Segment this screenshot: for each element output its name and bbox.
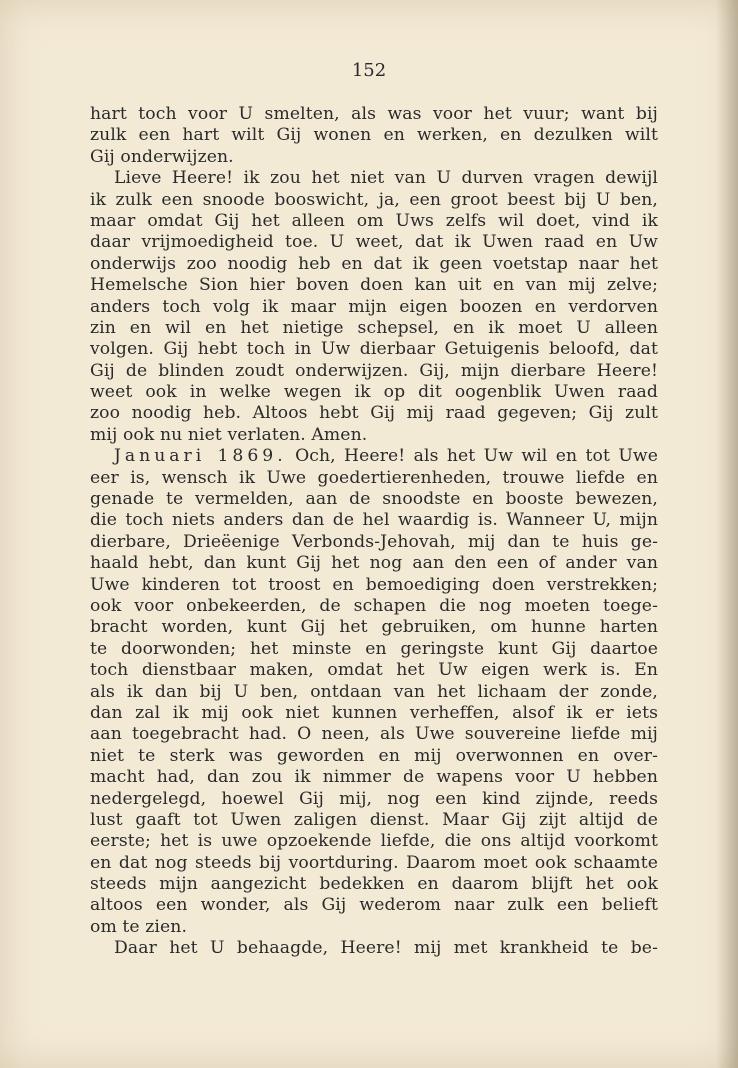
text-line: maar omdat Gij het alleen om Uws zelfs wil doet, vind ik — [90, 210, 658, 231]
text-line: toch dienstbaar maken, omdat het Uw eigen werk is. En — [90, 660, 658, 681]
text-line: zulk een hart wilt Gij wonen en werken, en dezulken wilt — [90, 125, 658, 146]
text-line: genade te vermelden, aan de snoodste en booste bewezen, — [90, 489, 658, 510]
text-line: Daar het U behaagde, Heere! mij met krankheid te be- — [114, 938, 658, 959]
text-line: niet te sterk was geworden en mij overwonnen en over- — [90, 745, 658, 766]
text-line: om te zien. — [90, 916, 188, 937]
text-line: bracht worden, kunt Gij het gebruiken, om hunne harten — [90, 617, 658, 638]
text-line: die toch niets anders dan de hel waardig is. Wanneer U, mijn — [90, 510, 658, 531]
text-line: macht had, dan zou ik nimmer de wapens voor U hebben — [90, 767, 658, 788]
body-text — [90, 104, 658, 960]
text-line: en dat nog steeds bij voortduring. Daarom moet ook schaamte — [90, 852, 658, 873]
text-line: Lieve Heere! ik zou het niet van U durven vragen dewijl — [114, 168, 658, 189]
text-line: Hemelsche Sion hier boven doen kan uit en van mij zelve; — [90, 275, 658, 296]
text-line: volgen. Gij hebt toch in Uw dierbaar Getuigenis beloofd, dat — [90, 339, 658, 360]
text-line: te doorwonden; het minste en geringste kunt Gij daartoe — [90, 638, 658, 659]
text-line: lust gaaft tot Uwen zaligen dienst. Maar Gij zijt altijd de — [90, 809, 658, 830]
text-line-rest: Och, Heere! als het Uw wil en tot Uwe — [295, 446, 659, 467]
text-line: weet ook in welke wegen ik op dit oogenblik Uwen raad — [90, 382, 658, 403]
text-line: hart toch voor U smelten, als was voor het vuur; want bij — [90, 104, 658, 124]
text-line: eerste; het is uwe opzoekende liefde, die ons altijd voorkomt — [90, 831, 658, 852]
text-line: eer is, wensch ik Uwe goedertierenheden, trouwe liefde en — [90, 467, 658, 488]
text-line: ook voor onbekeerden, de schapen die nog moeten toege- — [90, 595, 658, 616]
text-line: dierbare, Drieëenige Verbonds-Jehovah, mij dan te huis ge- — [90, 531, 658, 552]
text-line: daar vrijmoedigheid toe. U weet, dat ik Uwen raad en Uw — [90, 232, 658, 253]
text-line: ik zulk een snoode booswicht, ja, een groot beest bij U ben, — [90, 189, 658, 210]
text-line: onderwijs zoo noodig heb en dat ik geen voetstap naar het — [90, 253, 658, 274]
text-line: dan zal ik mij ook niet kunnen verheffen, alsof ik er iets — [90, 702, 658, 723]
text-line: steeds mijn aangezicht bedekken en daarom blijft het ook — [90, 874, 658, 895]
page-number: 152 — [351, 60, 387, 81]
text-line: haald hebt, dan kunt Gij het nog aan den een of ander van — [90, 553, 658, 574]
text-line: anders toch volg ik maar mijn eigen boozen en verdorven — [90, 296, 658, 317]
text-line: Uwe kinderen tot troost en bemoediging doen verstrekken; — [90, 574, 658, 595]
text-line: zin en wil en het nietige schepsel, en ik moet U alleen — [90, 317, 658, 338]
text-line: Gij de blinden zoudt onderwijzen. Gij, mijn dierbare Heere! — [90, 360, 658, 381]
page-edge-shadow — [716, 0, 738, 1068]
text-line: mij ook nu niet verlaten. Amen. — [90, 424, 368, 445]
text-line: als ik dan bij U ben, ontdaan van het lichaam der zonde, — [90, 681, 658, 702]
text-line-dated — [90, 446, 658, 467]
text-line: altoos een wonder, als Gij wederom naar zulk een belieft — [90, 895, 658, 916]
text-line: Gij onderwijzen. — [90, 146, 234, 167]
date-label: Januari 1869. — [114, 446, 287, 467]
text-line: zoo noodig heb. Altoos hebt Gij mij raad gegeven; Gij zult — [90, 403, 658, 424]
text-line: nedergelegd, hoewel Gij mij, nog een kind zijnde, reeds — [90, 788, 658, 809]
text-line: aan toegebracht had. O neen, als Uwe souvereine liefde mij — [90, 724, 658, 745]
